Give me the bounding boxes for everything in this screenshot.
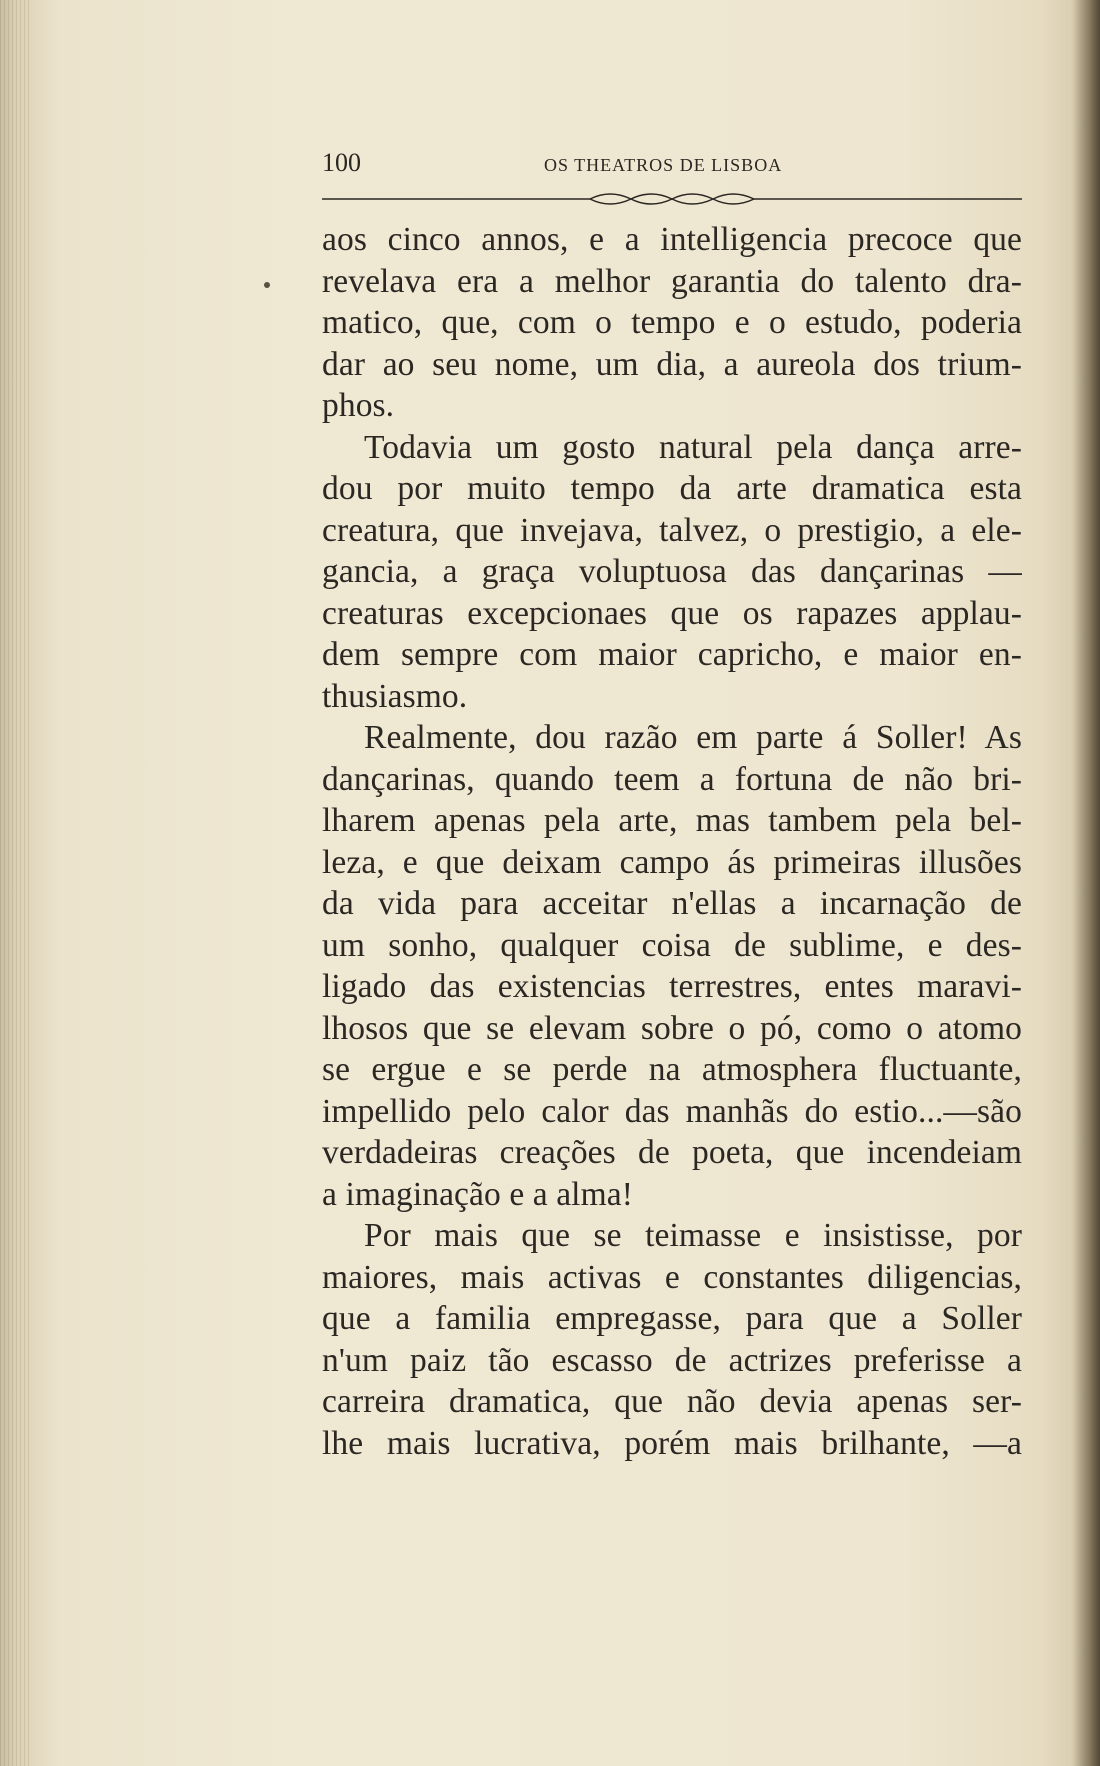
text-line: leza, e que deixam campo ás primeiras illusões: [322, 843, 1022, 881]
text-line: dançarinas, quando teem a fortuna de não bri-: [322, 760, 1022, 798]
text-line: ligado das existencias terrestres, entes maravi-: [322, 968, 1022, 1005]
text-line: lhosos que se elevam sobre o pó, como o atomo: [322, 1009, 1022, 1047]
text-line: dem sempre com maior capricho, e maior en-: [322, 636, 1022, 673]
page-gutter-edge: [0, 0, 30, 1766]
text-line: lhe mais lucrativa, porém mais brilhante, —a: [322, 1424, 1022, 1462]
text-line: um sonho, qualquer coisa de sublime, e des-: [322, 926, 1022, 964]
header-rule-ornament: [322, 187, 1022, 211]
text-line: carreira dramatica, que não devia apenas ser-: [322, 1383, 1022, 1420]
text-line: dar ao seu nome, um dia, a aureola dos trium-: [322, 345, 1022, 383]
page-fore-edge: [1072, 0, 1100, 1766]
text-line: gancia, a graça voluptuosa das dançarinas —: [322, 553, 1022, 590]
text-line: aos cinco annos, e a intelligencia precoce que: [322, 221, 1022, 258]
margin-mark: [264, 282, 270, 288]
text-line: creatura, que invejava, talvez, o prestigio, a ele-: [322, 511, 1022, 549]
text-line: n'um paiz tão escasso de actrizes preferisse a: [322, 1341, 1022, 1379]
text-line: revelava era a melhor garantia do talento dra-: [322, 262, 1022, 300]
text-line: a imaginação e a alma!: [322, 1175, 633, 1213]
body-text: [322, 219, 1022, 1464]
text-line: Realmente, dou razão em parte á Soller! As: [364, 719, 1022, 756]
text-line: verdadeiras creações de poeta, que incendeiam: [322, 1134, 1022, 1171]
text-line: Todavia um gosto natural pela dança arre-: [364, 428, 1022, 466]
text-line: maiores, mais activas e constantes diligencias,: [322, 1258, 1022, 1296]
text-line: lharem apenas pela arte, mas tambem pela bel-: [322, 802, 1022, 839]
text-line: thusiasmo.: [322, 677, 468, 715]
page-header: [322, 147, 1022, 183]
text-line: creaturas excepcionaes que os rapazes applau-: [322, 594, 1022, 632]
text-line: se ergue e se perde na atmosphera fluctuante,: [322, 1051, 1022, 1088]
text-line: matico, que, com o tempo e o estudo, poderia: [322, 304, 1022, 341]
page-number: 100: [322, 148, 361, 177]
text-line: da vida para acceitar n'ellas a incarnação de: [322, 885, 1022, 922]
text-line: phos.: [322, 387, 395, 424]
running-head: OS THEATROS DE LISBOA: [544, 155, 783, 175]
text-line: impellido pelo calor das manhãs do estio...—são: [322, 1092, 1022, 1130]
text-line: que a familia empregasse, para que a Soller: [322, 1300, 1022, 1337]
text-line: Por mais que se teimasse e insistisse, por: [364, 1217, 1022, 1254]
text-line: dou por muito tempo da arte dramatica esta: [322, 470, 1022, 507]
